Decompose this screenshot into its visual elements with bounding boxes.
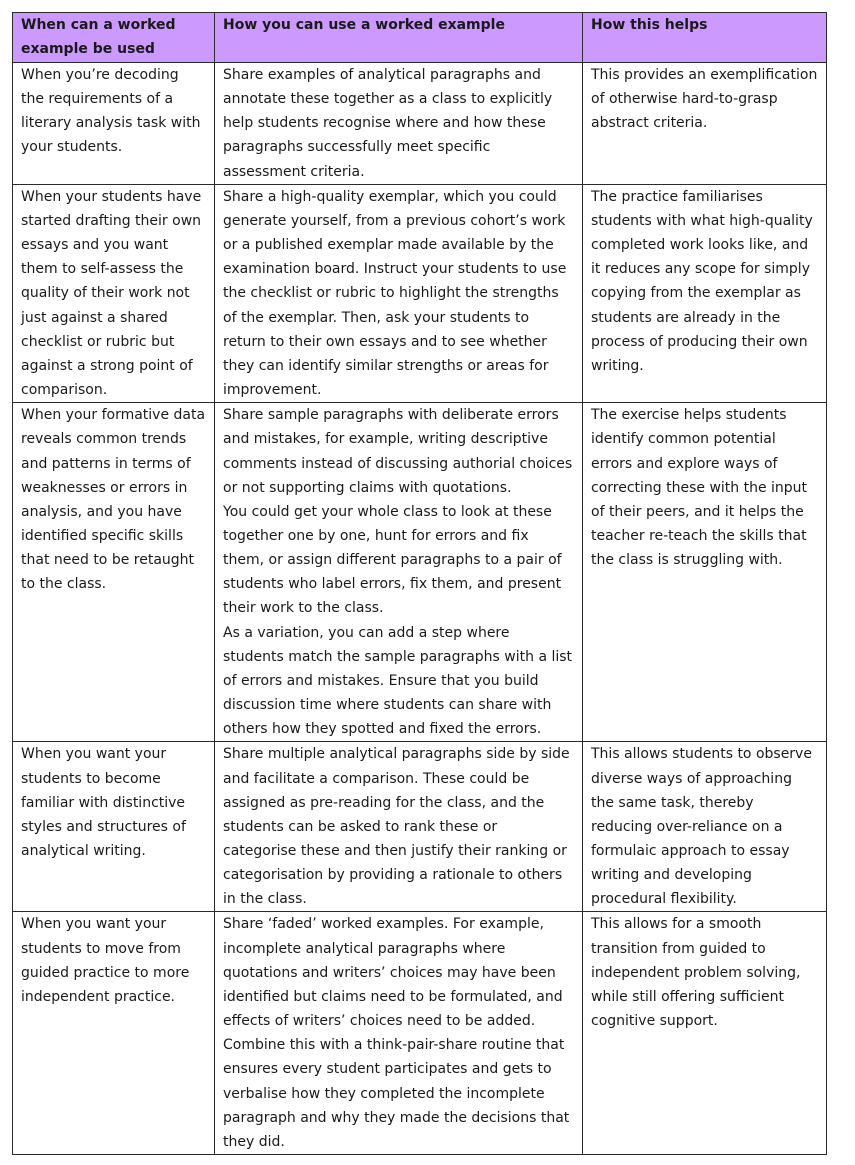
cell-helps: The practice familiarises students with what high-quality completed work looks like, and it reduces any scope for simply copying from the exemplar as students are already in the process of producing their own writing. <box>583 184 827 402</box>
cell-how <box>215 184 583 402</box>
how-paragraph: Share ‘faded’ worked examples. For example, incomplete analytical paragraphs where quotations and writers’ choices may have been identified but claims need to be formulated, and effects of writers’ choices need to be added. <box>223 916 563 1030</box>
cell-helps: This provides an exemplification of otherwise hard-to-grasp abstract criteria. <box>583 63 827 185</box>
cell-when: When your students have started drafting their own essays and you want them to self-assess the quality of their work not just against a shared checklist or rubric but against a strong point of comparison. <box>13 184 215 402</box>
cell-helps: The exercise helps students identify common potential errors and explore ways of correcting these with the input of their peers, and it helps the teacher re-teach the skills that the class is struggling with. <box>583 403 827 742</box>
table-row <box>13 912 827 1155</box>
worked-examples-table <box>12 12 827 1155</box>
how-paragraph: Share a high-quality exemplar, which you could generate yourself, from a previous cohort’s work or a published exemplar made available by the examination board. Instruct your students to use the checklist or rubric to highlight the strengths of the exemplar. Then, ask your students to return to their own essays and to see whether they can identify similar strengths or areas for improvement. <box>223 188 567 399</box>
cell-when: When your formative data reveals common trends and patterns in terms of weaknesses or errors in analysis, and you have identified specific skills that need to be retaught to the class. <box>13 403 215 742</box>
table-row <box>13 63 827 185</box>
how-paragraph: You could get your whole class to look at these together one by one, hunt for errors and fix them, or assign different paragraphs to a pair of students who label errors, fix them, and present their work to the class. <box>223 503 562 617</box>
header-when: When can a worked example be used <box>13 13 215 63</box>
table-row <box>13 742 827 912</box>
header-helps: How this helps <box>583 13 827 63</box>
cell-when: When you’re decoding the requirements of a literary analysis task with your students. <box>13 63 215 185</box>
how-paragraph: Combine this with a think-pair-share routine that ensures every student participates and gets to verbalise how they completed the incomplete paragraph and why they made the decisions that they did. <box>223 1037 570 1150</box>
cell-helps: This allows for a smooth transition from guided to independent problem solving, while still offering sufficient cognitive support. <box>583 912 827 1155</box>
how-paragraph: Share multiple analytical paragraphs side by side and facilitate a comparison. These could be assigned as pre-reading for the class, and the students can be asked to rank these or categorise these and then justify their ranking or categorisation by providing a rationale to others in the class. <box>223 746 570 908</box>
cell-helps: This allows students to observe diverse ways of approaching the same task, thereby reducing over-reliance on a formulaic approach to essay writing and developing procedural flexibility. <box>583 742 827 912</box>
how-paragraph: Share examples of analytical paragraphs and annotate these together as a class to explicitly help students recognise where and how these paragraphs successfully meet specific assessment criteria. <box>223 67 553 180</box>
cell-how <box>215 742 583 912</box>
cell-how <box>215 403 583 742</box>
cell-how <box>215 63 583 185</box>
table-row <box>13 403 827 742</box>
header-row <box>13 13 827 63</box>
cell-when: When you want your students to move from guided practice to more independent practice. <box>13 912 215 1155</box>
cell-when: When you want your students to become familiar with distinctive styles and structures of analytical writing. <box>13 742 215 912</box>
how-paragraph: As a variation, you can add a step where students match the sample paragraphs with a list of errors and mistakes. Ensure that you build discussion time where students can share with others how they spotted and fixed the errors. <box>223 624 573 738</box>
cell-how <box>215 912 583 1155</box>
how-paragraph: Share sample paragraphs with deliberate errors and mistakes, for example, writing descriptive comments instead of discussing authorial choices or not supporting claims with quotations. <box>223 407 573 496</box>
table-row <box>13 184 827 402</box>
header-how: How you can use a worked example <box>215 13 583 63</box>
